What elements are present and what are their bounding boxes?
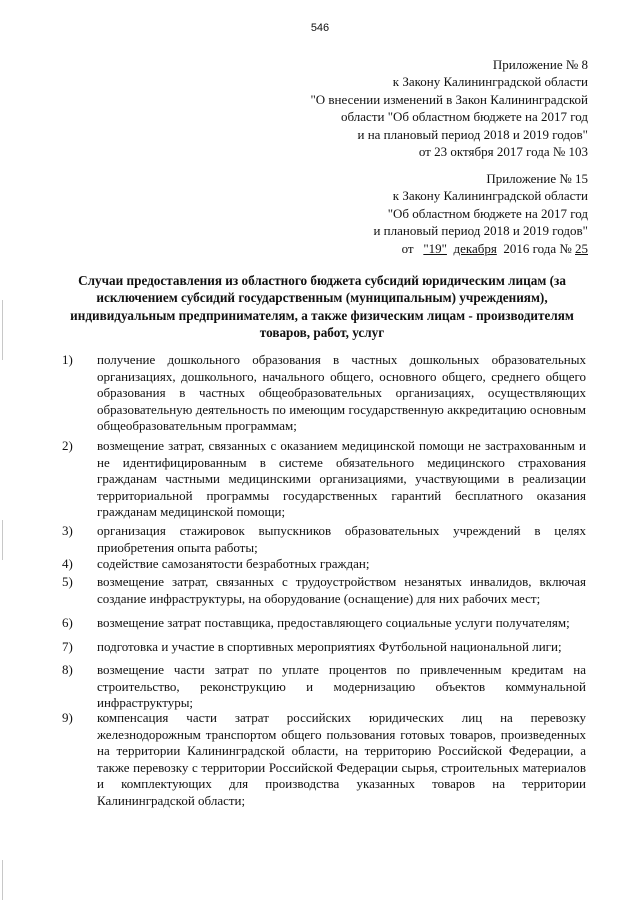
item-text: возмещение затрат, связанных с оказанием медицинской помощи не застрахованным и не идентифицированным в системе обязательного медицинского страхования гражданам частными медицинскими организациями, участвующими в реализации территориальной программы государственных гарантий бесплатного оказания гражданам медицинской помощи;	[97, 438, 586, 520]
appendix-8-header	[310, 56, 588, 160]
item-number: 8)	[62, 662, 73, 677]
appendix-15-line: и плановый период 2018 и 2019 годов"	[373, 223, 588, 239]
appendix-8-line: области "Об областном бюджете на 2017 год	[341, 109, 588, 125]
appendix-15-header	[373, 170, 588, 257]
item-number: 5)	[62, 574, 73, 589]
item-number: 3)	[62, 523, 73, 538]
item-number: 7)	[62, 639, 73, 654]
appendix-8-line: и на плановый период 2018 и 2019 годов"	[357, 126, 588, 142]
document-title: Случаи предоставления из областного бюджета субсидий юридическим лицам (за исключением субсидий государственным (муниципальным) учреждениям), индивидуальным предпринимателям, а также физическим лицам - производителям товаров, работ, услуг	[70, 273, 574, 341]
appendix-8-line: к Закону Калининградской области	[392, 74, 588, 90]
page-number: 546	[310, 22, 330, 34]
appendix-8-line: от 23 октября 2017 года № 103	[418, 144, 588, 160]
date-day: "19"	[423, 240, 447, 256]
item-text: подготовка и участие в спортивных мероприятиях Футбольной национальной лиги;	[97, 639, 562, 654]
item-number: 6)	[62, 615, 73, 630]
scan-edge-mark	[2, 860, 3, 900]
item-text: организация стажировок выпускников образовательных учреждений в целях приобретения опыта работы;	[97, 523, 586, 555]
item-number: 1)	[62, 352, 73, 367]
item-text: возмещение части затрат по уплате процентов по привлеченным кредитам на строительство, реконструкцию и модернизацию объектов коммунальной инфраструктуры;	[97, 662, 586, 711]
date-month: декабря	[453, 240, 497, 256]
date-number: 25	[575, 240, 588, 256]
item-number: 2)	[62, 438, 73, 453]
item-text: возмещение затрат поставщика, предоставляющего социальные услуги получателям;	[97, 615, 570, 630]
scan-edge-mark	[2, 520, 3, 560]
item-text: содействие самозанятости безработных граждан;	[97, 556, 370, 571]
appendix-15-line: "Об областном бюджете на 2017 год	[387, 205, 588, 221]
appendix-15-line: Приложение № 15	[486, 171, 588, 186]
item-text: возмещение затрат, связанных с трудоустройством незанятых инвалидов, включая создание инфраструктуры, на оборудование (оснащение) для них рабочих мест;	[97, 574, 586, 606]
item-number: 4)	[62, 556, 73, 571]
item-number: 9)	[62, 710, 73, 725]
scan-edge-mark	[2, 300, 3, 360]
item-text: получение дошкольного образования в частных дошкольных образовательных организациях, дошкольного, начального общего, основного общего, среднего общего образования в частных общеобразовательных организациях, осуществляющих образовательную деятельность по имеющим государственную аккредитацию основным общеобразовательным программам;	[97, 352, 586, 434]
appendix-15-date-line	[373, 240, 588, 257]
date-year-text: 2016 года №	[503, 240, 572, 256]
date-prefix: от	[401, 240, 414, 256]
appendix-8-line: "О внесении изменений в Закон Калининградской	[310, 91, 588, 107]
appendix-15-line: к Закону Калининградской области	[392, 188, 588, 204]
appendix-8-line: Приложение № 8	[492, 57, 588, 72]
item-text: компенсация части затрат российских юридических лиц на перевозку железнодорожным транспортом общего пользования готовых товаров, произведенных на территории Калининградской области, на территорию Российской Федерации, а также перевозку с территории Российской Федерации сырья, строительных материалов и комплектующих для производства указанных товаров на территории Калининградской области;	[97, 710, 586, 808]
